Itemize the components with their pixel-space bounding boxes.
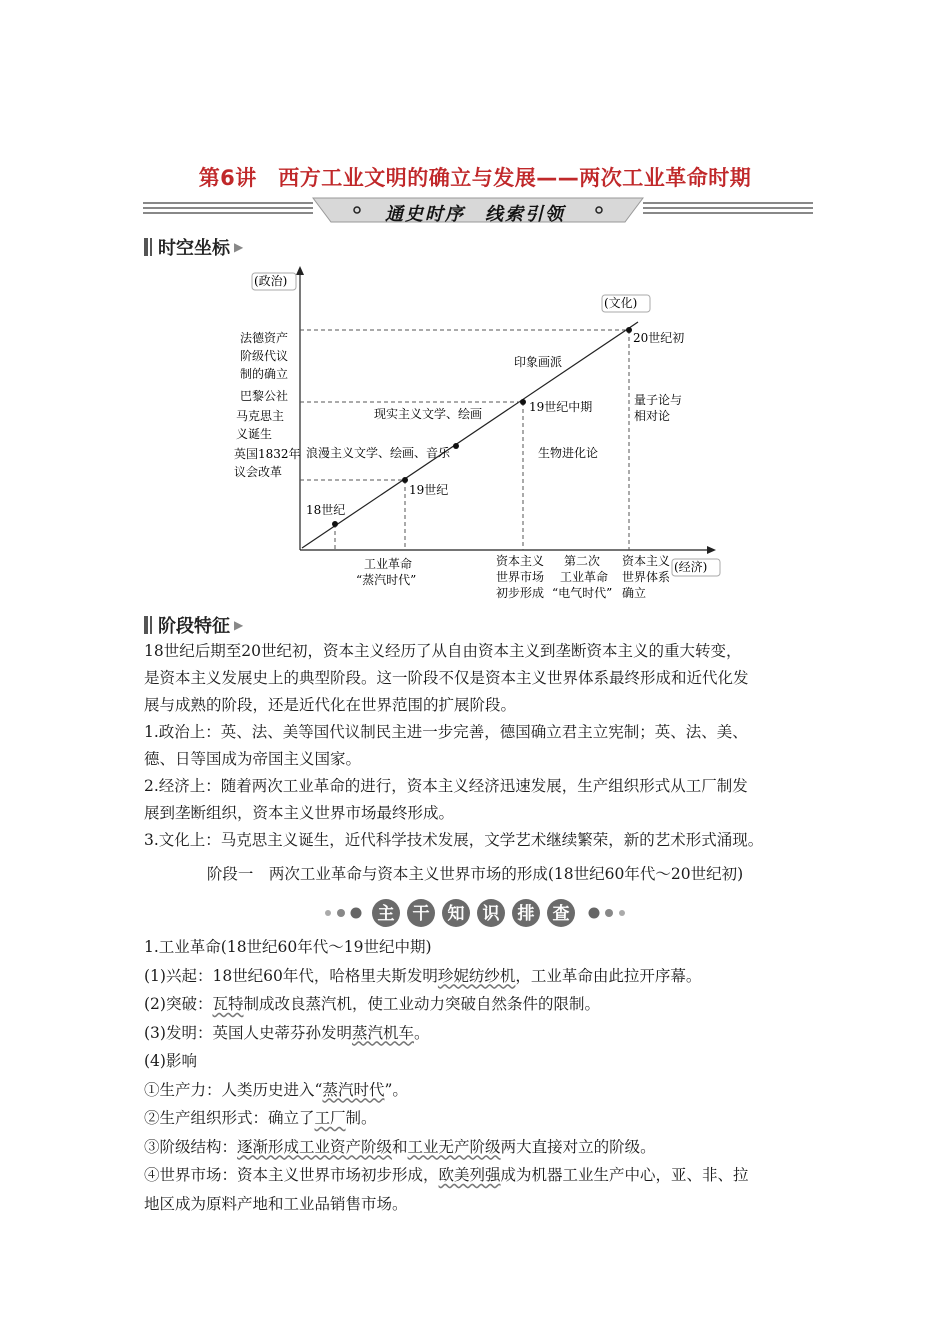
point-label: 19世纪 [409, 483, 449, 497]
point-label: 20世纪初 [633, 331, 685, 345]
economy-label: 工业革命 [560, 570, 609, 584]
point-19c [402, 477, 408, 483]
politics-label: 英国1832年 [234, 447, 301, 461]
economy-label: 世界市场 [496, 570, 545, 584]
triangle-icon: ▶ [234, 618, 244, 632]
text-line: 展到垄断组织，资本主义世界市场最终形成。 [144, 804, 455, 822]
economy-label: 资本主义 [496, 554, 545, 568]
features-text [144, 638, 810, 854]
point-18c [332, 521, 338, 527]
content-line: 地区成为原料产地和工业品销售市场。 [144, 1194, 408, 1213]
banner-label: 通史时序 线索引领 [385, 204, 565, 225]
science-label: 生物进化论 [538, 446, 599, 460]
pill-label: 干 [412, 904, 430, 924]
economy-label: 第二次 [564, 554, 601, 568]
point-mid [453, 443, 459, 449]
content-line: (1)兴起：18世纪60年代，哈格里夫斯发明珍妮纺纱机，工业革命由此拉开序幕。 [144, 966, 702, 985]
politics-label: 制的确立 [240, 367, 289, 381]
content-line: (4)影响 [144, 1052, 197, 1070]
y-axis-label: (政治) [254, 274, 288, 288]
stage-title: 阶段一 两次工业革命与资本主义世界市场的形成(18世纪60年代～20世纪初) [206, 865, 744, 883]
knowledge-banner [0, 898, 950, 928]
politics-label: 义诞生 [236, 427, 273, 441]
politics-label: 议会改革 [234, 465, 283, 479]
text-line: 2.经济上：随着两次工业革命的进行，资本主义经济迅速发展，生产组织形式从工厂制发 [144, 777, 748, 795]
economy-label: “蒸汽时代” [356, 573, 417, 587]
text-line: 展与成熟的阶段，还是近代化在世界范围的扩展阶段。 [144, 696, 517, 714]
content-line: ④世界市场：资本主义世界市场初步形成，欧美列强成为机器工业生产中心，亚、非、拉 [144, 1166, 749, 1184]
text-line: 18世纪后期至20世纪初，资本主义经历了从自由资本主义到垄断资本主义的重大转变， [144, 642, 742, 660]
politics-label: 法德资产 [240, 331, 289, 345]
culture-label: 现实主义文学、绘画 [374, 407, 483, 421]
content-line: (2)突破：瓦特制成改良蒸汽机，使工业动力突破自然条件的限制。 [144, 995, 600, 1013]
politics-label: 马克思主 [236, 409, 285, 423]
pill-label: 查 [552, 904, 570, 924]
economy-label: 初步形成 [496, 586, 545, 600]
features-heading: 阶段特征 ▶ [144, 612, 243, 638]
politics-label: 阶级代议 [240, 349, 289, 363]
x-axis-label: (经济) [674, 560, 708, 574]
science-label: 量子论与 [634, 393, 683, 407]
point-label: 19世纪中期 [529, 400, 593, 414]
content-line: ①生产力：人类历史进入“蒸汽时代”。 [144, 1080, 408, 1099]
pill-label: 识 [482, 904, 500, 924]
economy-label: “电气时代” [552, 586, 613, 600]
content-line: (3)发明：英国人史蒂芬孙发明蒸汽机车。 [144, 1023, 430, 1042]
economy-label: 确立 [622, 586, 647, 600]
pill-label: 主 [377, 904, 395, 924]
politics-label: 巴黎公社 [240, 389, 289, 403]
pill-label: 知 [447, 904, 465, 924]
economy-label: 世界体系 [622, 570, 671, 584]
economy-label: 工业革命 [364, 557, 413, 571]
main-content [144, 933, 824, 1218]
point-19c-mid [520, 399, 526, 405]
timeline-heading: 时空坐标 ▶ [144, 234, 243, 260]
culture-label: 浪漫主义文学、绘画、音乐 [306, 446, 451, 460]
point-20c [626, 327, 632, 333]
triangle-icon: ▶ [234, 240, 244, 254]
text-line: 1.政治上：英、法、美等国代议制民主进一步完善，德国确立君主立宪制；英、法、美、 [144, 723, 748, 741]
timeline-chart [226, 262, 736, 607]
culture-axis-label: (文化) [604, 296, 638, 310]
point-label: 18世纪 [306, 503, 346, 517]
text-line: 德、日等国成为帝国主义国家。 [144, 750, 362, 768]
economy-label: 资本主义 [622, 554, 671, 568]
content-line: ③阶级结构：逐渐形成工业资产阶级和工业无产阶级两大直接对立的阶级。 [144, 1137, 656, 1156]
culture-label: 印象画派 [514, 355, 563, 369]
text-line: 是资本主义发展史上的典型阶段。这一阶段不仅是资本主义世界体系最终形成和近代化发 [144, 669, 749, 687]
page-title: 第6讲 西方工业文明的确立与发展——两次工业革命时期 [198, 166, 752, 190]
text-line: 3.文化上：马克思主义诞生，近代科学技术发展，文学艺术继续繁荣，新的艺术形式涌现。 [144, 831, 764, 849]
science-label: 相对论 [634, 409, 671, 423]
pill-label: 排 [517, 904, 535, 924]
content-line: ②生产组织形式：确立了工厂制。 [144, 1109, 377, 1127]
content-heading: 1.工业革命(18世纪60年代～19世纪中期) [144, 938, 432, 956]
